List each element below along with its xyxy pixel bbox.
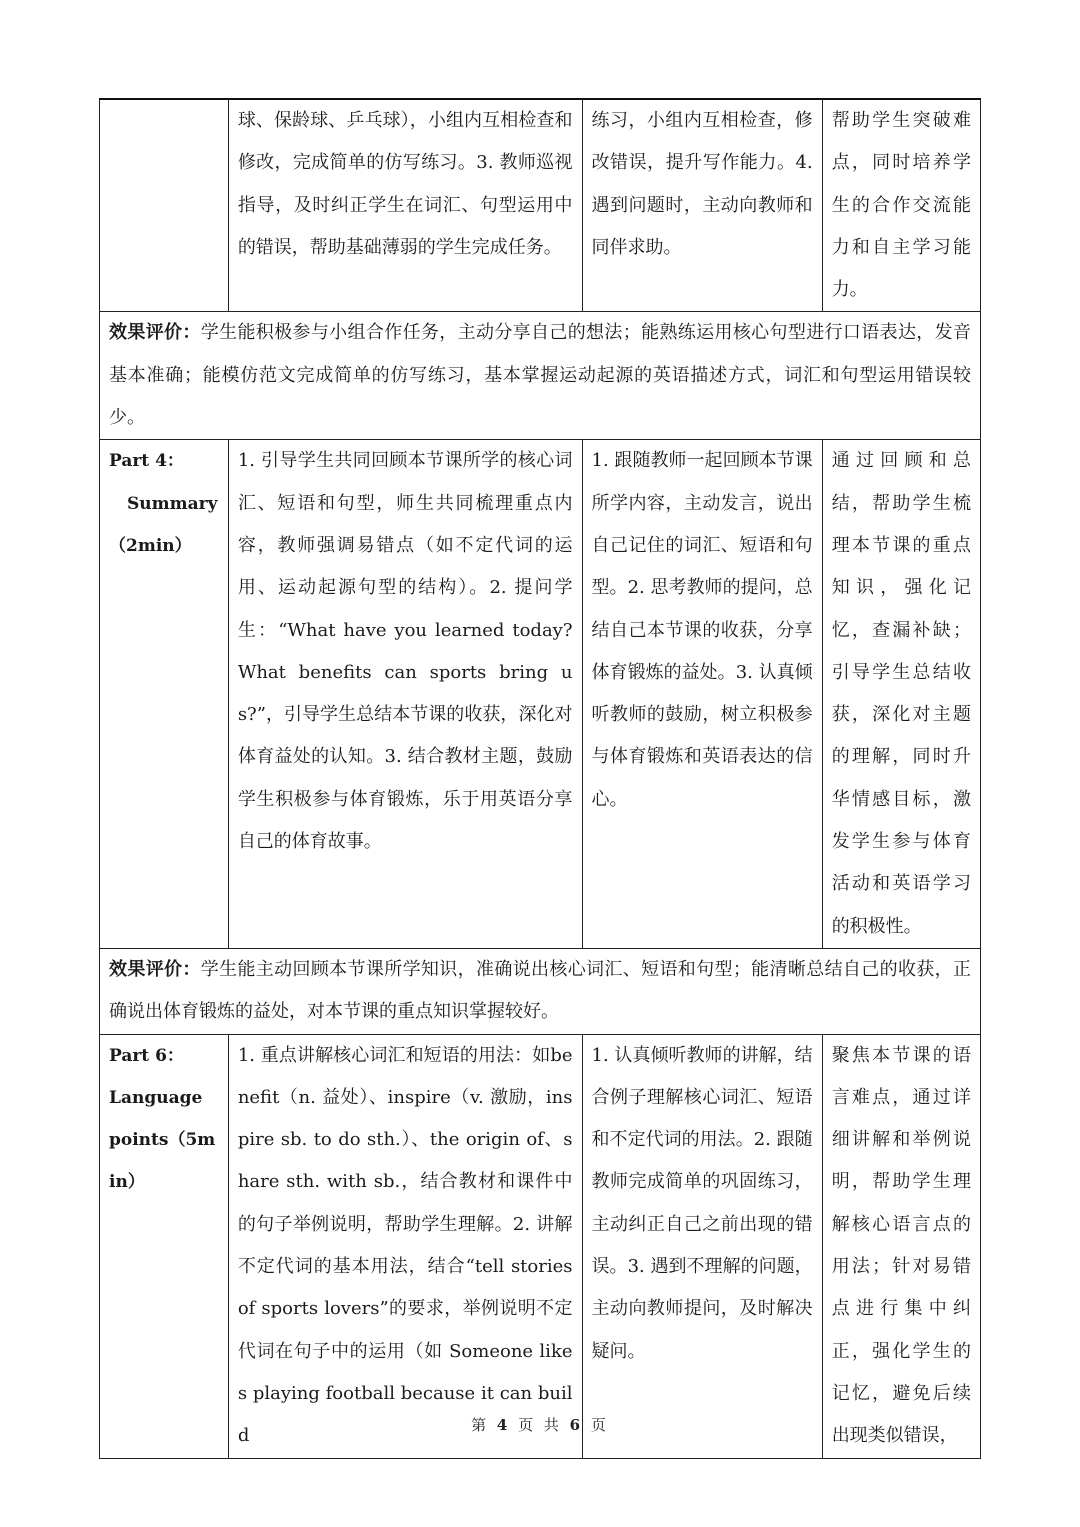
part-number: Part 4： [109,451,184,472]
evaluation-cell [100,312,981,440]
part-duration: points（5min） [109,1130,216,1193]
part-name: Summary [127,493,218,514]
total-pages-number: 6 [569,1416,584,1434]
teacher-activity-cell: 1. 重点讲解核心词汇和短语的用法：如benefit（n. 益处）、inspire（v. 激励，inspire sb. to do sth.）、the origin of、share sth. with sb.，结合教材和课件中的句子举例说明，帮助学生理解。2. 讲解不定代词的基本用法，结合“tell stories of sports lovers”的要求，举例说明不定代词在句子中的运用（如 Someone likes playing football because it can build [228,1034,582,1458]
part-duration: （2min） [109,535,192,556]
design-purpose-cell: 聚焦本节课的语言难点，通过详细讲解和举例说明，帮助学生理解核心语言点的用法；针对易错点进行集中纠正，强化学生的记忆，避免后续出现类似错误， [822,1034,980,1458]
part-cell [100,1034,229,1458]
design-purpose-cell: 通过回顾和总结，帮助学生梳理本节课的重点知识，强化记忆，查漏补缺；引导学生总结收获，深化对主题的理解，同时升华情感目标，激发学生参与体育活动和英语学习的积极性。 [822,440,980,949]
student-activity-cell: 1. 跟随教师一起回顾本节课所学内容，主动发言，说出自己记住的词汇、短语和句型。2. 思考教师的提问，总结自己本节课的收获，分享体育锻炼的益处。3. 认真倾听教师的鼓励，树立积极参与体育锻炼和英语表达的信心。 [582,440,822,949]
evaluation-label: 效果评价： [109,322,201,344]
evaluation-text: 学生能积极参与小组合作任务，主动分享自己的想法；能熟练运用核心句型进行口语表达，发音基本准确；能模仿范文完成简单的仿写练习，基本掌握运动起源的英语描述方式，词汇和句型运用错误较少。 [109,322,972,429]
design-purpose-cell: 帮助学生突破难点，同时培养学生的合作交流能力和自主学习能力。 [822,99,980,312]
part-number: Part 6： [109,1045,184,1066]
part4-row [100,440,981,949]
student-activity-cell: 1. 认真倾听教师的讲解，结合例子理解核心词汇、短语和不定代词的用法。2. 跟随教师完成简单的巩固练习，主动纠正自己之前出现的错误。3. 遇到不理解的问题，主动向教师提问，及时解决疑问。 [582,1034,822,1458]
part6-row [100,1034,981,1458]
part-name: Language [109,1087,203,1108]
continuation-row [100,99,981,312]
part-cell [100,440,229,949]
footer-suffix: 页 [590,1416,609,1434]
evaluation-row-2 [100,948,981,1034]
student-activity-cell: 练习，小组内互相检查，修改错误，提升写作能力。4. 遇到问题时，主动向教师和同伴求助。 [582,99,822,312]
evaluation-row-1 [100,312,981,440]
part-cell-empty [100,99,229,312]
footer-prefix: 第 [471,1416,490,1434]
teacher-activity-cell: 1. 引导学生共同回顾本节课所学的核心词汇、短语和句型，师生共同梳理重点内容，教师强调易错点（如不定代词的运用、运动起源句型的结构）。2. 提问学生：“What have you learned today? What benefits can sports bring us?”，引导学生总结本节课的收获，深化对体育益处的认知。3. 结合教材主题，鼓励学生积极参与体育锻炼，乐于用英语分享自己的体育故事。 [228,440,582,949]
footer-middle: 页 共 [518,1416,562,1434]
evaluation-cell [100,948,981,1034]
evaluation-label: 效果评价： [109,958,201,980]
teacher-activity-cell: 球、保龄球、乒乓球），小组内互相检查和修改，完成简单的仿写练习。3. 教师巡视指导，及时纠正学生在词汇、句型运用中的错误，帮助基础薄弱的学生完成任务。 [228,99,582,312]
evaluation-text: 学生能主动回顾本节课所学知识，准确说出核心词汇、短语和句型；能清晰总结自己的收获，正确说出体育锻炼的益处，对本节课的重点知识掌握较好。 [109,958,972,1023]
lesson-plan-table [99,98,981,1459]
current-page-number: 4 [496,1416,511,1434]
page-footer [0,1414,1080,1435]
